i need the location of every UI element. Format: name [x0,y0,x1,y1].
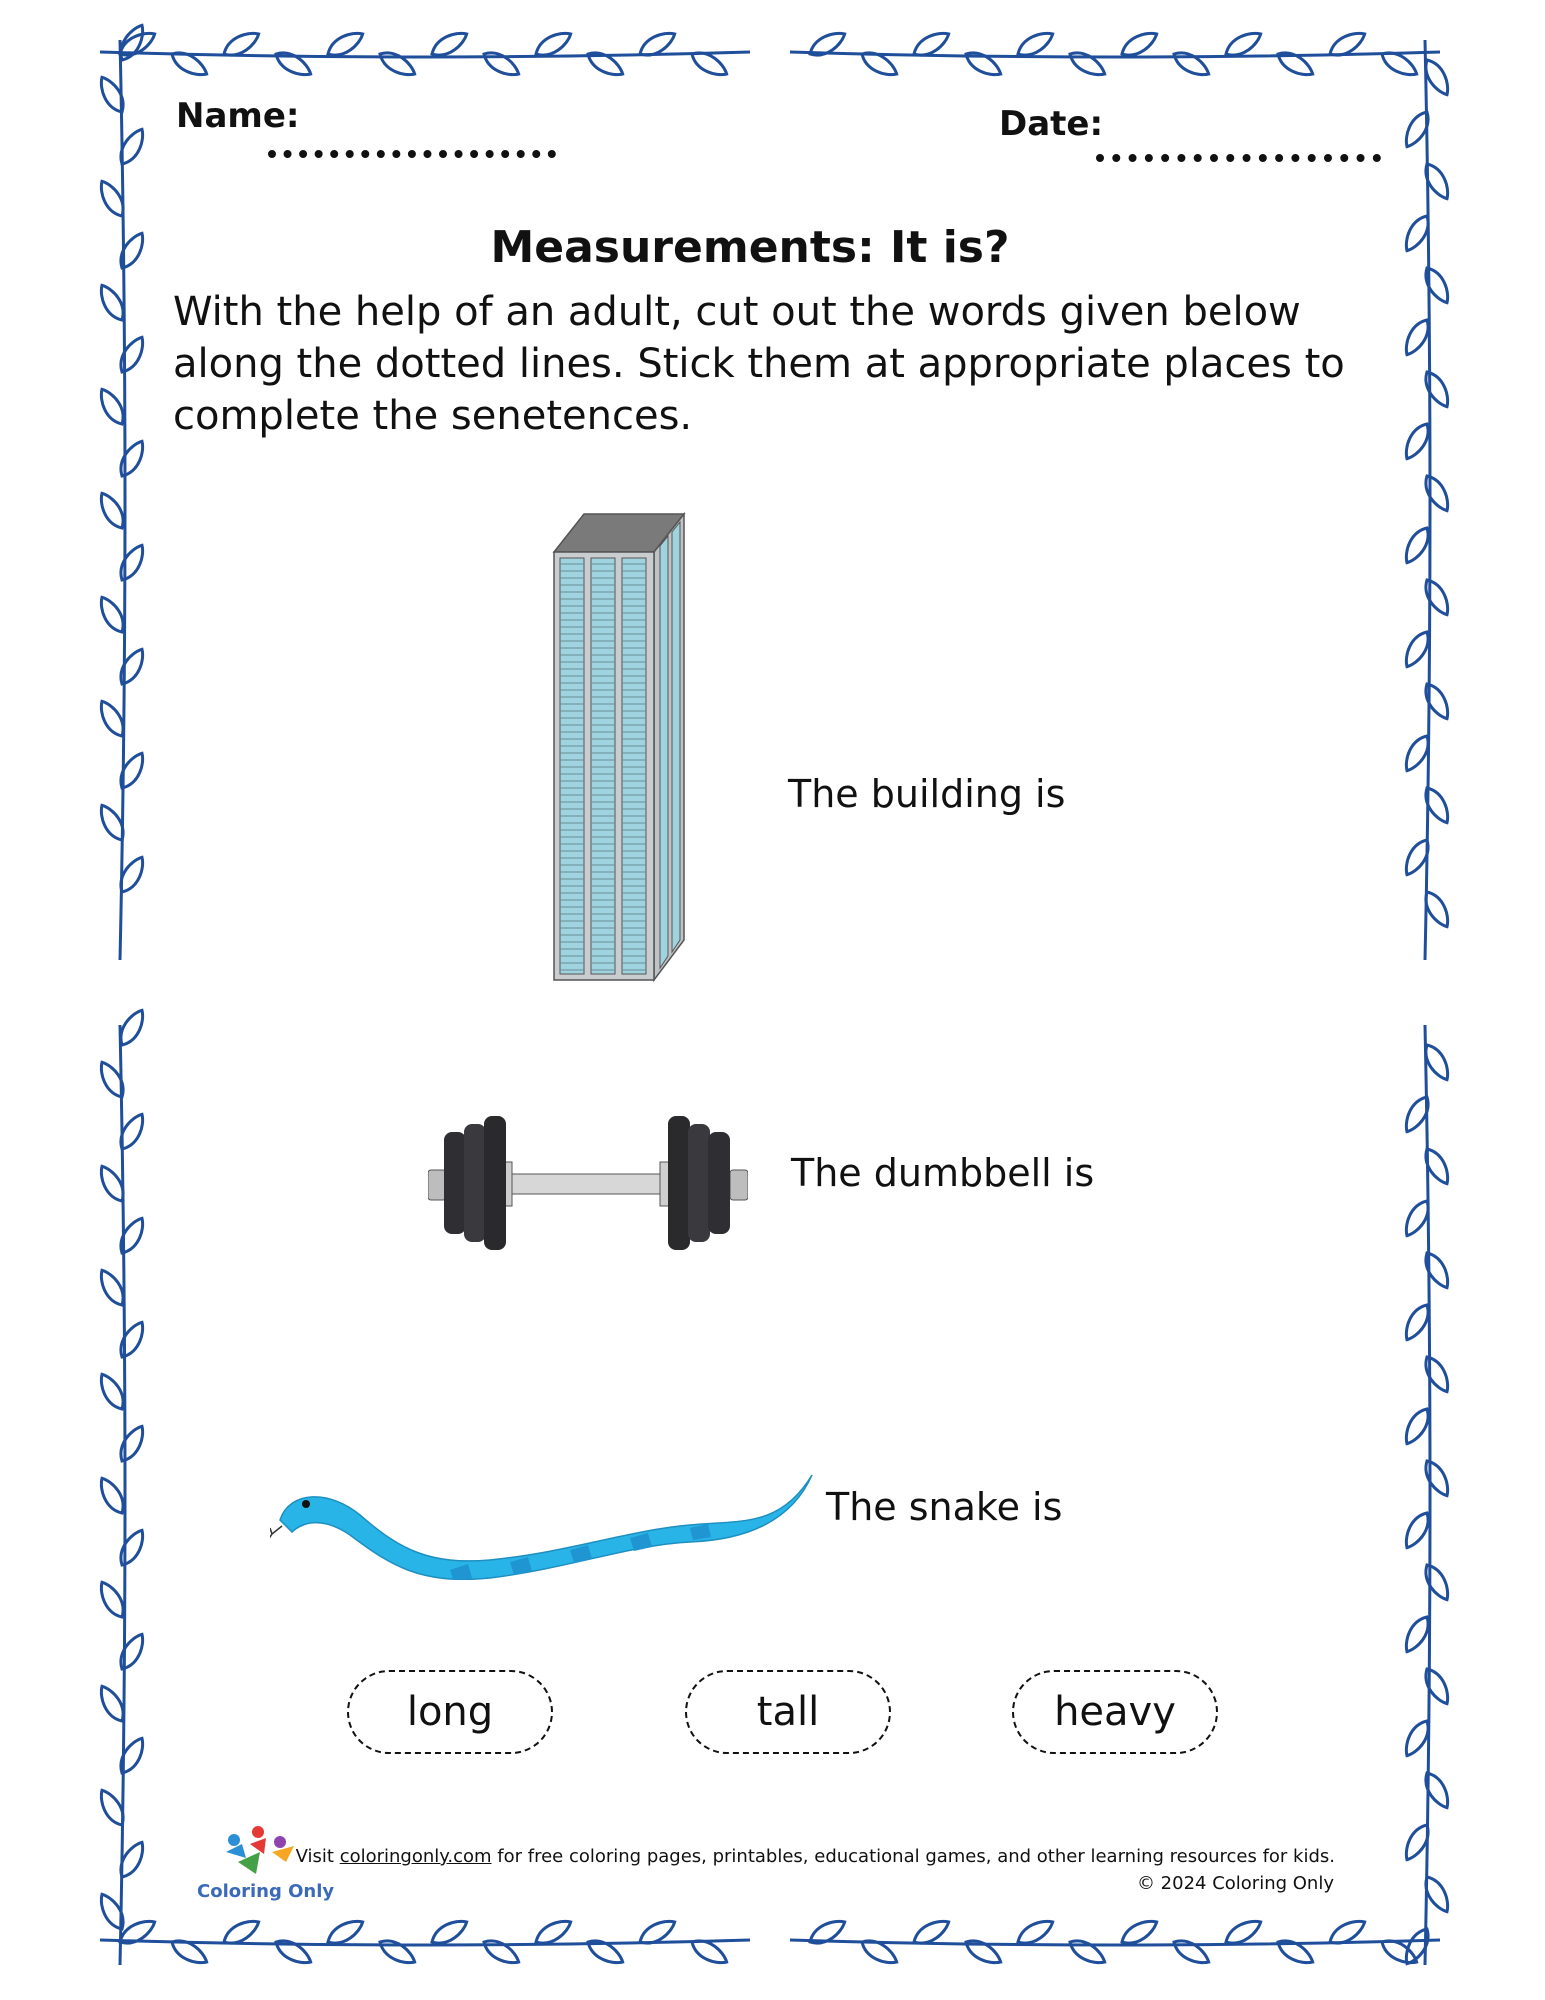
sentence-snake: The snake is [826,1485,1063,1529]
dumbbell-illustration [428,1112,748,1252]
sentence-dumbbell: The dumbbell is [791,1151,1095,1195]
footer-visit-line [296,1846,1335,1867]
sentence-building: The building is [788,772,1066,816]
date-label: Date: [999,104,1104,144]
word-card-tall[interactable]: tall [685,1670,891,1754]
name-label: Name: [176,96,300,136]
word-card-long[interactable]: long [347,1670,553,1754]
building-illustration [550,510,690,985]
snake-illustration [270,1470,820,1580]
footer-rest: for free coloring pages, printables, educational games, and other learning resources for kids. [497,1846,1335,1867]
date-write-line[interactable] [1096,154,1381,162]
footer-link[interactable]: coloringonly.com [339,1846,492,1867]
word-card-heavy[interactable]: heavy [1012,1670,1218,1754]
instructions-text: With the help of an adult, cut out the words given below along the dotted lines. Stick them at appropriate places to complete the senetences. [173,289,1345,439]
footer-visit: Visit [295,1846,334,1867]
page-title: Measurements: It is? [490,222,1010,273]
logo-text: Coloring Only [197,1881,335,1902]
footer-copyright: © 2024 Coloring Only [1136,1873,1334,1894]
coloring-only-logo-icon [216,1822,300,1878]
name-write-line[interactable] [268,150,556,158]
